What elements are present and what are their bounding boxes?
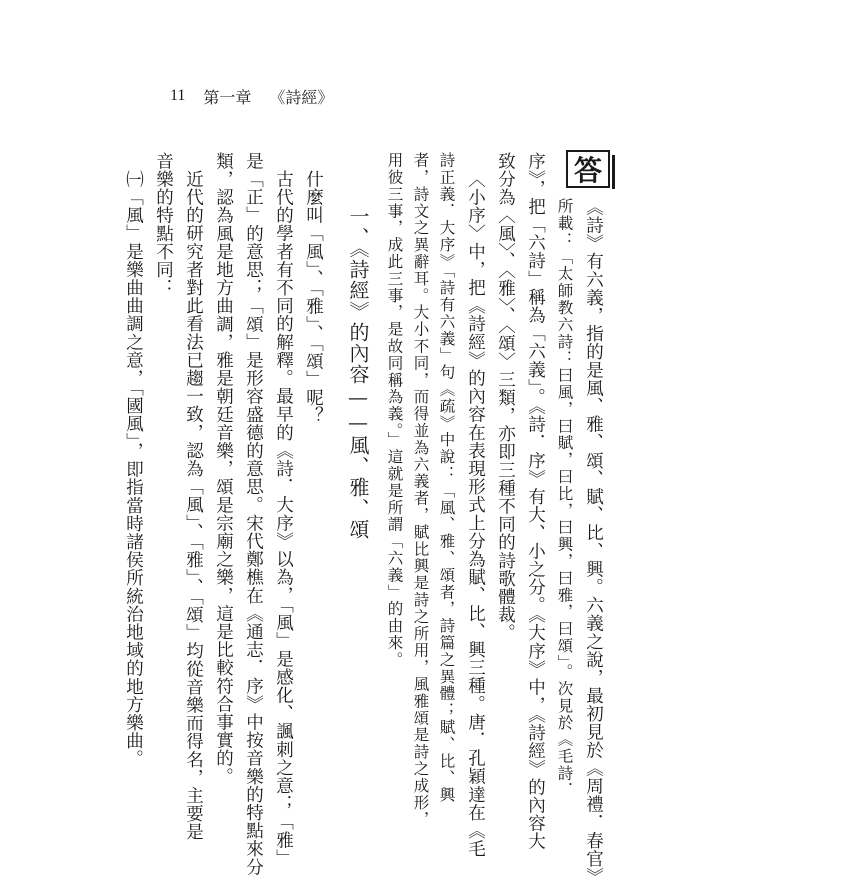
text-column-8: 用彼三事，成此三事，是故同稱為義。」這就是所謂「六義」的由來。 [385,152,404,669]
text-column-14: 近代的研究者對此看法已趨一致，認為「風」、「雅」、「頌」均從音樂而得名，主要是 [183,170,204,841]
text-column-10: 什麼叫「風」、「雅」、「頌」呢？ [303,170,324,425]
running-header [170,84,333,108]
page-number: 11 [170,87,186,104]
text-column-5: 〈小序〉中，把《詩經》的內容在表現形式上分為賦、比、興三種。唐．孔穎達在《毛 [465,170,486,858]
book-title: 《詩經》 [269,87,334,107]
text-column-2: 所載：「太師教六詩：曰風，曰賦，曰比，曰興，曰雅，曰頌」。次見於《毛詩． [555,198,574,799]
section-heading: 一、《詩經》的內容——風、雅、頌 [346,206,370,540]
text-column-12: 是「正」的意思；「頌」是形容盛德的意思。宋代鄭樵在《通志．序》中按音樂的特點來分 [243,152,264,876]
chapter-label: 第一章 [203,87,252,107]
text-column-4: 致分為〈風〉、〈雅〉、〈頌〉三類，亦即三種不同的詩歌體裁。 [495,152,516,642]
text-column-13: 類，認為風是地方曲調，雅是朝廷音樂，頌是宗廟之樂，這是比較符合事實的。 [213,152,234,786]
text-column-6: 詩正義．大序》「詩有六義」句《疏》中說：「風、雅、頌者，詩篇之異體；賦、比、興 [437,152,456,804]
text-column-16: ㈠「風」是樂曲曲調之意，「國風」，即指當時諸侯所統治地域的地方樂曲。 [123,170,144,768]
text-column-7: 者，詩文之異辭耳。大小不同，而得並為六義者，賦比興是詩之所用，風雅頌是詩之成形， [411,152,430,828]
text-column-1: 《詩》有六義，指的是風、雅、頌、賦、比、興。六義之說，最初見於《周禮．春官》 [583,198,604,886]
answer-mark: 答 [566,150,610,188]
text-column-15: 音樂的特點不同： [153,152,174,297]
text-column-3: 序》，把「六詩」稱為「六義」。《詩．序》有大、小之分。《大序》中，《詩經》的內容大 [525,152,546,851]
text-column-11: 古代的學者有不同的解釋。最早的《詩．大序》以為，「風」是感化、諷刺之意；「雅」 [273,170,294,868]
